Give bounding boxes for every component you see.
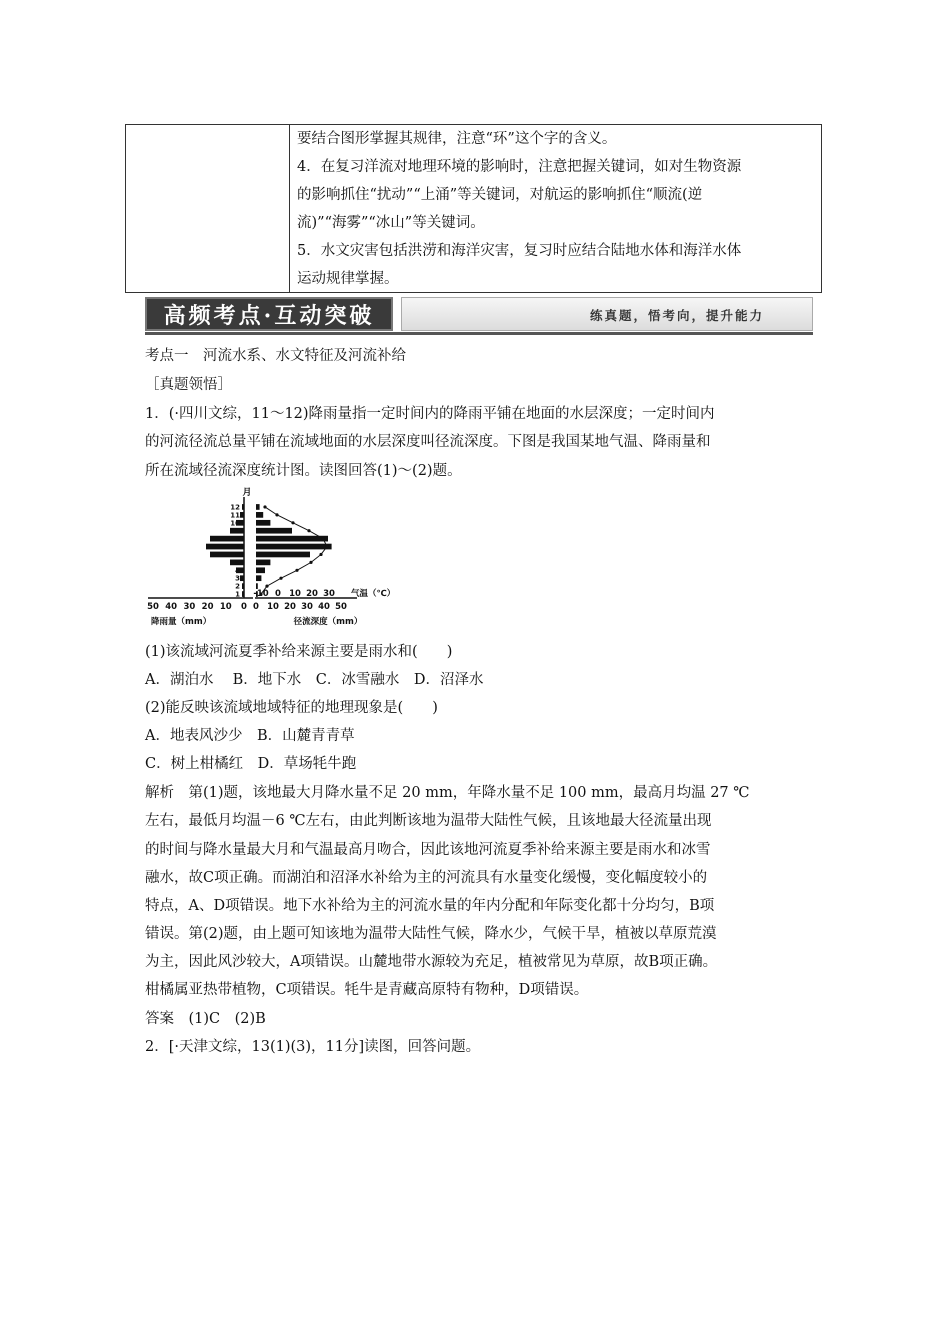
rain-bar <box>242 583 244 589</box>
question-1-line: 所在流域径流深度统计图。读图回答(1)～(2)题。 <box>145 463 462 479</box>
rain-axis-label: 降雨量（mm） <box>151 617 212 627</box>
question-1-line: 的河流径流总量平铺在流域地面的水层深度叫径流深度。下图是我国某地气温、降雨量和 <box>145 434 711 450</box>
table-line: 运动规律掌握。 <box>297 271 399 287</box>
temperature-line <box>261 507 327 594</box>
banner-subtitle: 练真题，悟考向，提升能力 <box>589 308 764 323</box>
rain-tick-label: 40 <box>165 602 178 612</box>
temperature-tick-label: 20 <box>306 589 318 599</box>
temperature-tick-label: -10 <box>253 589 269 599</box>
month-tick-label: 9 <box>235 527 240 536</box>
runoff-bar <box>256 536 328 542</box>
runoff-tick-label: 20 <box>284 602 296 612</box>
month-tick-label: 6 <box>235 550 240 559</box>
table-line: 的影响抓住“扰动”“上涌”等关键词，对航运的影响抓住“顺流(逆 <box>297 187 703 203</box>
question-2-line: 2．[·天津文综，13(1)(3)，11分]读图，回答问题。 <box>145 1039 481 1055</box>
table-line: 流)”“海雾”“冰山”等关键词。 <box>297 215 485 231</box>
month-tick-label: 5 <box>235 558 240 567</box>
rain-tick-label: 0 <box>241 602 247 612</box>
rain-bar <box>242 591 244 597</box>
month-tick-label: 4 <box>235 566 240 575</box>
temperature-tick-label: 30 <box>323 589 335 599</box>
subsection-label: ［真题领悟］ <box>145 377 232 393</box>
runoff-bar <box>256 512 263 518</box>
temperature-point <box>265 585 268 588</box>
month-axis-label: 月 <box>242 488 252 498</box>
temperature-point <box>319 553 322 556</box>
analysis-line: 的时间与降水量最大月和气温最高月吻合，因此该地河流夏季补给来源主要是雨水和冰雪 <box>145 842 711 858</box>
temperature-point <box>279 577 282 580</box>
temperature-point <box>263 505 266 508</box>
temperature-point <box>295 569 298 572</box>
month-tick-label: 12 <box>230 503 240 512</box>
rain-tick-label: 10 <box>219 602 232 612</box>
runoff-tick-label: 50 <box>335 602 347 612</box>
runoff-bar <box>256 544 332 550</box>
analysis-line: 柑橘属亚热带植物，C项错误。牦牛是青藏高原特有物种，D项错误。 <box>145 982 589 998</box>
month-tick-label: 10 <box>230 519 240 528</box>
table-line: 5．水文灾害包括洪涝和海洋灾害，复习时应结合陆地水体和海洋水体 <box>297 243 742 259</box>
month-tick-label: 1 <box>235 590 240 599</box>
note-table-right-cell <box>297 125 815 293</box>
runoff-bar <box>256 567 265 573</box>
rain-bar <box>240 575 244 581</box>
runoff-tick-label: 10 <box>267 602 279 612</box>
section-title: 考点一 河流水系、水文特征及河流补给 <box>145 348 406 364</box>
question-1-sub-2: (2)能反映该流域地域特征的地理现象是( ) <box>145 700 438 716</box>
answer-line: 答案 (1)C (2)B <box>145 1011 266 1027</box>
temperature-point <box>325 545 328 548</box>
month-tick-label: 11 <box>230 511 240 520</box>
banner-subtitle-box <box>401 297 813 331</box>
analysis-line: 特点，A、D项错误。地下水补给为主的河流水量的年内分配和年际变化都十分均匀，B项 <box>145 898 715 914</box>
temperature-tick-label: 10 <box>289 589 301 599</box>
chart-svg <box>143 485 393 630</box>
temperature-axis-label: 气温（℃） <box>351 589 393 599</box>
month-tick-label: 8 <box>235 535 240 544</box>
question-1-sub-1: (1)该流域河流夏季补给来源主要是雨水和( ) <box>145 644 453 660</box>
banner-rule <box>145 332 813 335</box>
note-table <box>125 124 822 293</box>
rain-tick-label: 20 <box>201 602 214 612</box>
temperature-point <box>275 513 278 516</box>
rain-bar <box>240 512 244 518</box>
section-banner <box>145 295 813 335</box>
temperature-tick-label: 0 <box>275 589 281 599</box>
month-tick-label: 2 <box>235 582 240 591</box>
analysis-line: 解析 第(1)题，该地最大月降水量不足 20 mm，年降水量不足 100 mm，最高月均温 27 ℃ <box>145 785 750 801</box>
runoff-tick-label: 30 <box>301 602 313 612</box>
question-1-sub-2-options: A．地表风沙少 B．山麓青青草 <box>145 728 355 744</box>
question-1-sub-2-options: C．树上柑橘红 D．草场牦牛跑 <box>145 756 357 772</box>
runoff-bar <box>256 504 260 510</box>
temperature-point <box>307 529 310 532</box>
rain-tick-label: 30 <box>183 602 196 612</box>
question-1-line: 1．(·四川文综，11～12)降雨量指一定时间内的降雨平铺在地面的水层深度；一定时间内 <box>145 406 715 422</box>
question-1-sub-1-options: A．湖泊水 B．地下水 C．冰雪融水 D．沼泽水 <box>145 672 484 688</box>
banner-title: 高频考点·互动突破 <box>145 297 393 331</box>
runoff-bar <box>256 520 270 526</box>
runoff-bar <box>256 552 310 558</box>
temperature-point <box>321 537 324 540</box>
rain-bar <box>242 504 244 510</box>
temperature-point <box>291 521 294 524</box>
runoff-bar <box>256 575 261 581</box>
month-tick-label: 3 <box>235 574 240 583</box>
analysis-line: 错误。第(2)题，由上题可知该地为温带大陆性气候，降水少，气候干旱，植被以草原荒漠 <box>145 926 717 942</box>
runoff-axis-label: 径流深度（mm） <box>293 617 363 627</box>
analysis-line: 为主，因此风沙较大，A项错误。山麓地带水源较为充足，植被常见为草原，故B项正确。 <box>145 954 718 970</box>
runoff-bar <box>256 560 270 566</box>
note-table-left-cell <box>126 125 290 292</box>
month-tick-label: 7 <box>235 543 240 552</box>
runoff-bar <box>256 528 292 534</box>
climate-runoff-chart <box>143 485 393 630</box>
rain-tick-label: 50 <box>147 602 159 612</box>
runoff-tick-label: 0 <box>253 602 259 612</box>
analysis-line: 左右，最低月均温－6 ℃左右，由此判断该地为温带大陆性气候，且该地最大径流量出现 <box>145 813 712 829</box>
table-line: 要结合图形掌握其规律，注意“环”这个字的含义。 <box>297 131 617 147</box>
analysis-line: 融水，故C项正确。而湖泊和沼泽水补给为主的河流具有水量变化缓慢，变化幅度较小的 <box>145 870 708 886</box>
temperature-point <box>309 561 312 564</box>
runoff-tick-label: 40 <box>318 602 330 612</box>
table-line: 4．在复习洋流对地理环境的影响时，注意把握关键词，如对生物资源 <box>297 159 742 175</box>
